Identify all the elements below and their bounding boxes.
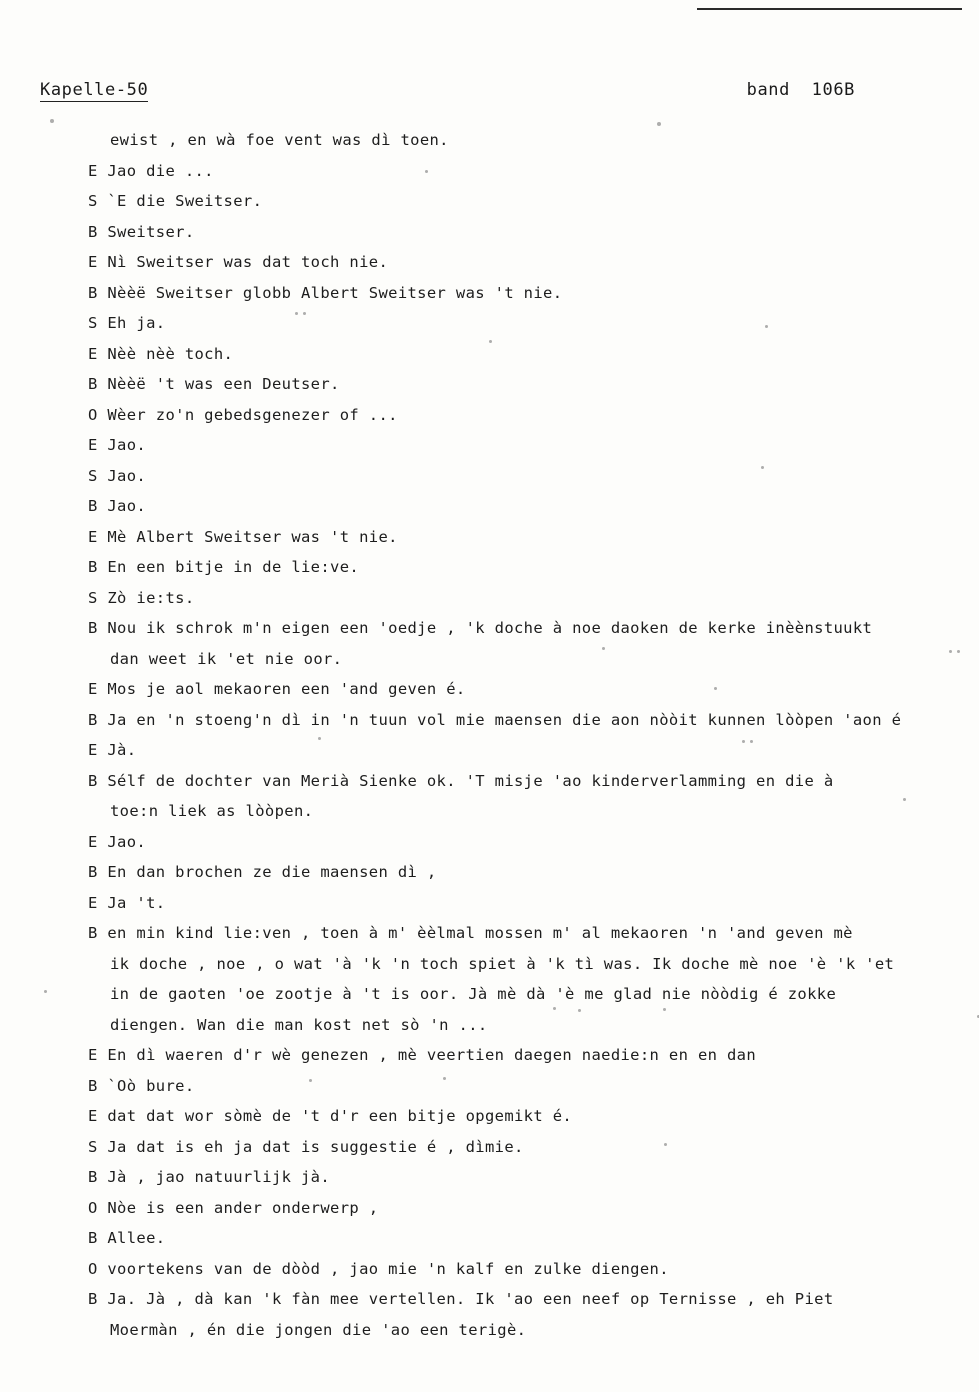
transcript-line: S Ja dat is eh ja dat is suggestie é , dìmie.	[88, 1137, 524, 1156]
transcript-line: E Nèè nèè toch.	[88, 344, 234, 363]
transcript-line: diengen. Wan die man kost net sò 'n ...	[110, 1015, 488, 1034]
transcript-line: toe:n liek as lòòpen.	[110, 802, 314, 820]
transcript-line: E En dì waeren d'r wè genezen , mè veertien daegen naedie:n en en dan	[88, 1046, 757, 1064]
transcript-line: O voortekens van de dòòd , jao mie 'n kalf en zulke diengen.	[88, 1259, 669, 1278]
transcript-line: E Mè Albert Sweitser was 't nie.	[88, 527, 398, 546]
transcript-line: B Nou ik schrok m'n eigen een 'oedje , 'k doche à noe daoken de kerke inèènstuukt	[88, 619, 873, 637]
transcript-line: B Nèèë 't was een Deutser.	[88, 375, 340, 393]
transcript-line: dan weet ik 'et nie oor.	[110, 649, 343, 668]
transcript-line: S Jao.	[88, 466, 147, 485]
transcript-line: S `E die Sweitser.	[88, 192, 263, 210]
top-rule-decoration	[697, 8, 962, 10]
transcript-line: E Jà.	[88, 741, 137, 759]
transcript-line: E Jao.	[88, 436, 147, 454]
transcript-line: B En dan brochen ze die maensen dì ,	[88, 863, 437, 881]
transcript-body	[88, 125, 968, 1345]
transcript-line: B Jà , jao natuurlijk jà.	[88, 1168, 331, 1186]
transcript-line: ewist , en wà foe vent was dì toen.	[110, 131, 449, 149]
transcript-line: B `Oò bure.	[88, 1076, 195, 1095]
page-header	[40, 80, 939, 106]
header-left-label: Kapelle-50	[40, 80, 149, 100]
transcript-line: E Nì Sweitser was dat toch nie.	[88, 253, 389, 271]
header-right-label: band 106B	[746, 80, 855, 100]
transcript-line: B Ja. Jà , dà kan 'k fàn mee vertellen. Ik 'ao een neef op Ternisse , eh Piet	[88, 1290, 834, 1308]
transcript-line: Moermàn , én die jongen die 'ao een terigè.	[110, 1320, 527, 1339]
transcript-line: E Jao.	[88, 832, 147, 851]
transcript-line: E Mos je aol mekaoren een 'and geven é.	[88, 680, 466, 698]
transcript-line: E dat dat wor sòmè de 't d'r een bitje opgemikt é.	[88, 1107, 573, 1125]
transcript-line: B Nèèë Sweitser globb Albert Sweitser was 't nie.	[88, 283, 563, 302]
transcript-line: B Allee.	[88, 1229, 166, 1247]
transcript-line: in de gaoten 'oe zootje à 't is oor. Jà mè dà 'è me glad nie nòòdig é zokke	[110, 985, 837, 1003]
transcript-line: S Eh ja.	[88, 314, 166, 332]
transcript-line: B Ja en 'n stoeng'n dì in 'n tuun vol mie maensen die aon nòòit kunnen lòòpen 'aon é	[88, 710, 902, 729]
transcript-line: ik doche , noe , o wat 'à 'k 'n toch spiet à 'k tì was. Ik doche mè noe 'è 'k 'et	[110, 954, 895, 973]
transcript-line: B Sweitser.	[88, 222, 195, 241]
transcript-line: O Nòe is een ander onderwerp ,	[88, 1198, 379, 1217]
transcript-line: B en min kind lie:ven , toen à m' èèlmal mossen m' al mekaoren 'n 'and geven mè	[88, 924, 853, 942]
transcript-line: O Wèer zo'n gebedsgenezer of ...	[88, 405, 398, 424]
transcript-line: B Jao.	[88, 497, 147, 515]
transcript-line: B En een bitje in de lie:ve.	[88, 558, 360, 576]
transcript-line: B Sélf de dochter van Merià Sienke ok. 'T misje 'ao kinderverlamming en die à	[88, 771, 834, 790]
transcript-line: E Jao die ...	[88, 161, 214, 180]
transcript-line: E Ja 't.	[88, 893, 166, 912]
transcript-line: S Zò ie:ts.	[88, 588, 195, 607]
